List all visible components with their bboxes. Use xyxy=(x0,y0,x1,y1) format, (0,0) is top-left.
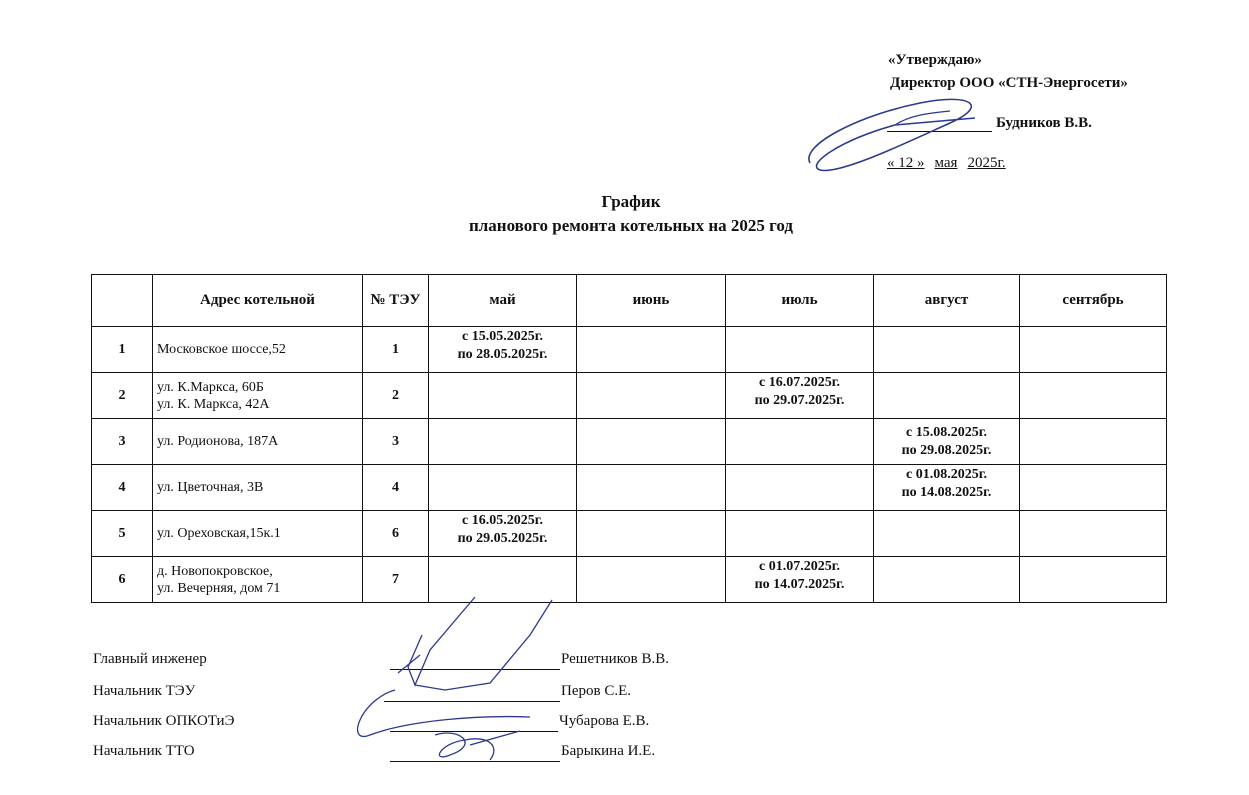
month-cell-may xyxy=(429,465,577,511)
row-number-cell xyxy=(92,465,153,511)
month-cell-sep xyxy=(1020,465,1167,511)
address-cell xyxy=(153,327,363,373)
header-number xyxy=(92,275,153,327)
teu-cell xyxy=(363,465,429,511)
month-cell-jun xyxy=(577,419,726,465)
teu-cell xyxy=(363,419,429,465)
signature-role-opkotie-head: Начальник ОПКОТиЭ xyxy=(93,713,235,729)
approval-date-day: « 12 » xyxy=(887,155,925,171)
teu-number: 1 xyxy=(392,341,399,357)
row-number: 1 xyxy=(118,341,126,357)
address-line-1: ул. Ореховская,15к.1 xyxy=(157,526,281,541)
row-number-cell xyxy=(92,327,153,373)
month-cell-aug xyxy=(874,373,1020,419)
teu-number: 6 xyxy=(392,525,399,541)
month-cell-jul xyxy=(726,465,874,511)
table-row xyxy=(92,373,1167,419)
row-number: 2 xyxy=(118,387,126,403)
row-number-cell xyxy=(92,373,153,419)
header-june: июнь xyxy=(577,275,726,327)
repair-end-date: по 28.05.2025г. xyxy=(457,347,548,362)
teu-number: 3 xyxy=(392,433,399,449)
month-cell-jul xyxy=(726,419,874,465)
repair-start-date: с 16.07.2025г. xyxy=(759,375,840,390)
table-row xyxy=(92,327,1167,373)
repair-start-date: с 15.05.2025г. xyxy=(462,329,543,344)
month-cell-jun xyxy=(577,373,726,419)
address-cell xyxy=(153,419,363,465)
month-cell-jul xyxy=(726,327,874,373)
month-cell-jun xyxy=(577,557,726,603)
table-header-row xyxy=(92,275,1167,327)
repair-start-date: с 16.05.2025г. xyxy=(462,513,543,528)
address-line-1: д. Новопокровское, xyxy=(157,563,273,579)
repair-end-date: по 29.05.2025г. xyxy=(457,531,548,546)
repair-start-date: с 01.07.2025г. xyxy=(759,559,840,574)
approval-director: Директор ООО «СТН-Энергосети» xyxy=(890,75,1128,91)
repair-start-date: с 15.08.2025г. xyxy=(906,425,987,440)
month-cell-may xyxy=(429,419,577,465)
header-july: июль xyxy=(726,275,874,327)
row-number: 4 xyxy=(118,479,126,495)
month-cell-sep xyxy=(1020,511,1167,557)
table-row xyxy=(92,419,1167,465)
month-cell-jul xyxy=(726,373,874,419)
month-cell-jun xyxy=(577,327,726,373)
teu-cell xyxy=(363,511,429,557)
director-signature-icon xyxy=(800,85,1000,185)
document-title: График xyxy=(601,192,661,211)
header-september: сентябрь xyxy=(1020,275,1167,327)
teu-number: 7 xyxy=(392,571,399,587)
address-cell xyxy=(153,373,363,419)
row-number-cell xyxy=(92,511,153,557)
month-cell-aug xyxy=(874,557,1020,603)
header-teu: № ТЭУ xyxy=(363,275,429,327)
signature-role-chief-engineer: Главный инженер xyxy=(93,651,207,667)
document-subtitle: планового ремонта котельных на 2025 год xyxy=(468,216,794,235)
month-cell-aug xyxy=(874,511,1020,557)
row-number: 3 xyxy=(118,433,126,449)
month-cell-aug xyxy=(874,465,1020,511)
month-cell-jul xyxy=(726,511,874,557)
month-cell-may xyxy=(429,327,577,373)
address-line-1: Московское шоссе,52 xyxy=(157,342,286,357)
teu-number: 4 xyxy=(392,479,399,495)
month-cell-aug xyxy=(874,327,1020,373)
signature-name: Перов С.Е. xyxy=(561,683,631,699)
month-cell-jun xyxy=(577,511,726,557)
repair-end-date: по 29.08.2025г. xyxy=(901,443,992,458)
approval-date-month: мая xyxy=(934,155,958,171)
repair-start-date: с 01.08.2025г. xyxy=(906,467,987,482)
teu-cell xyxy=(363,327,429,373)
month-cell-sep xyxy=(1020,373,1167,419)
signature-role-tto-head: Начальник ТТО xyxy=(93,743,195,759)
table-row xyxy=(92,557,1167,603)
table-row xyxy=(92,511,1167,557)
month-cell-jun xyxy=(577,465,726,511)
address-line-2: ул. К. Маркса, 42А xyxy=(157,396,270,412)
month-cell-may xyxy=(429,511,577,557)
repair-end-date: по 14.08.2025г. xyxy=(901,485,992,500)
table-row xyxy=(92,465,1167,511)
row-number: 5 xyxy=(118,525,126,541)
row-number-cell xyxy=(92,557,153,603)
month-cell-sep xyxy=(1020,419,1167,465)
address-line-1: ул. Родионова, 187А xyxy=(157,434,279,449)
address-cell xyxy=(153,465,363,511)
teu-cell xyxy=(363,373,429,419)
month-cell-jul xyxy=(726,557,874,603)
signature-name: Чубарова Е.В. xyxy=(559,713,650,729)
row-number-cell xyxy=(92,419,153,465)
signature-name: Решетников В.В. xyxy=(561,651,669,667)
approval-name: Будников В.В. xyxy=(996,115,1092,131)
signature-name: Барыкина И.Е. xyxy=(561,743,656,759)
header-august: август xyxy=(874,275,1020,327)
header-address: Адрес котельной xyxy=(153,275,363,327)
address-line-1: ул. Цветочная, 3В xyxy=(157,480,264,495)
address-line-2: ул. Вечерняя, дом 71 xyxy=(157,580,281,596)
repair-end-date: по 29.07.2025г. xyxy=(754,393,845,408)
repair-schedule-table xyxy=(91,274,1167,603)
address-cell xyxy=(153,557,363,603)
signature-role-teu-head: Начальник ТЭУ xyxy=(93,683,196,699)
approval-date-year: 2025г. xyxy=(967,155,1006,171)
month-cell-sep xyxy=(1020,557,1167,603)
repair-end-date: по 14.07.2025г. xyxy=(754,577,845,592)
teu-number: 2 xyxy=(392,387,399,403)
month-cell-may xyxy=(429,373,577,419)
address-cell xyxy=(153,511,363,557)
row-number: 6 xyxy=(118,571,126,587)
approval-heading: «Утверждаю» xyxy=(888,52,982,68)
address-line-1: ул. К.Маркса, 60Б xyxy=(157,379,264,395)
month-cell-aug xyxy=(874,419,1020,465)
header-may: май xyxy=(429,275,577,327)
month-cell-sep xyxy=(1020,327,1167,373)
handwritten-signatures-icon xyxy=(340,595,570,775)
